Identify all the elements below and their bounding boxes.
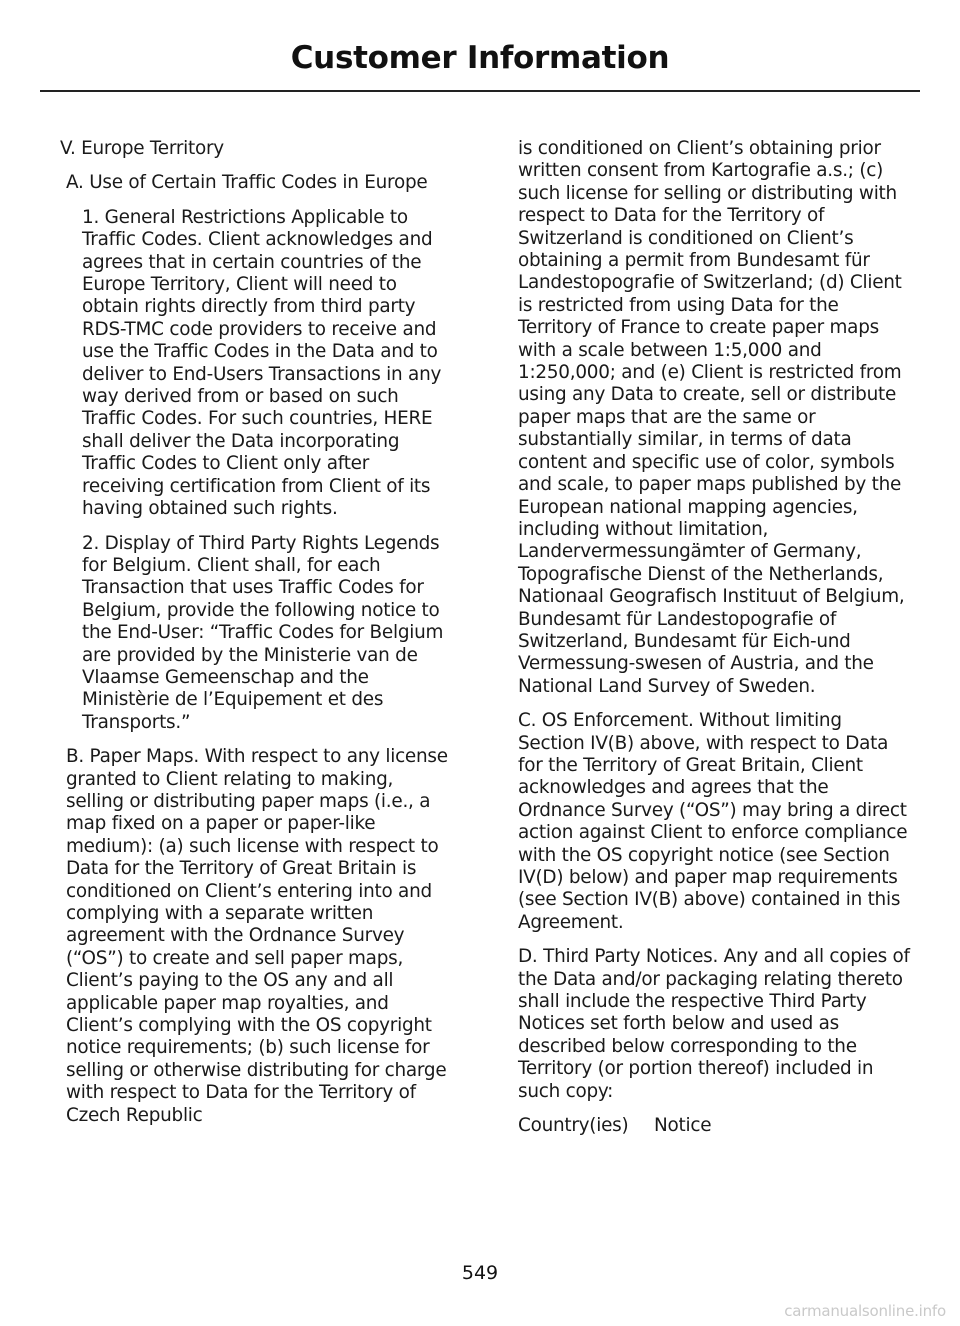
notice-table-header <box>518 1115 910 1137</box>
header-divider <box>40 90 920 92</box>
section-b-paragraph: B. Paper Maps. With respect to any license granted to Client relating to making, selling or distributing paper maps (i.e., a map fixed on a paper or paper-like medium): (a) such license with respect to Data for the Territory of Great Britain is conditioned on Client’s entering into and complying with a separate written agreement with the Ordnance Survey (“OS”) to create and sell paper maps, Client’s paying to the OS any and all applicable paper map royalties, and Client’s complying with the OS copyright notice requirements; (b) such license for selling or otherwise distributing for charge with respect to Data for the Territory of Czech Republic <box>66 746 448 1126</box>
left-column <box>42 138 454 1139</box>
item-1-paragraph: 1. General Restrictions Applicable to Traffic Codes. Client acknowledges and agrees that in certain countries of the Europe Territory, Client will need to obtain rights directly from third party RDS-TMC code providers to receive and use the Traffic Codes in the Data and to deliver to End-Users Transactions in any way derived from or based on such Traffic Codes. For such countries, HERE shall deliver the Data incorporating Traffic Codes to Client only after receiving certification from Client of its having obtained such rights. <box>82 206 442 520</box>
section-a-heading: A. Use of Certain Traffic Codes in Europe <box>66 172 428 194</box>
section-d-paragraph: D. Third Party Notices. Any and all copies of the Data and/or packaging relating thereto shall include the respective Third Party Notices set forth below and used as described below corresponding to the Territory (or portion thereof) included in such copy: <box>518 946 910 1102</box>
section-c-paragraph: C. OS Enforcement. Without limiting Section IV(B) above, with respect to Data for the Territory of Great Britain, Client acknowledges and agrees that the Ordnance Survey (“OS”) may bring a direct action against Client to enforce compliance with the OS copyright notice (see Section IV(D) below) and paper map requirements (see Section IV(B) above) contained in this Agreement. <box>518 710 908 933</box>
page-number: 549 <box>461 1262 499 1284</box>
section-v-heading: V. Europe Territory <box>60 138 224 159</box>
section-b-continued: is conditioned on Client’s obtaining prior written consent from Kartografie a.s.; (c) such license for selling or distributing with respect to Data for the Territory of Switzerland is conditioned on Client’s obtaining a permit from Bundesamt für Landestopografie of Switzerland; (d) Client is restricted from using Data for the Territory of France to create paper maps with a scale between 1:5,000 and 1:250,000; and (e) Client is restricted from using any Data to create, sell or distribute paper maps that are the same or substantially similar, in terms of data content and specific use of color, symbols and scale, to paper maps published by the European national mapping agencies, including without limitation, Landervermessungämter of Germany, Topografische Dienst of the Netherlands, Nationaal Geografisch Instituut of Belgium, Bundesamt für Landestopografie of Switzerland, Bundesamt für Eich-und Vermessung-swesen of Austria, and the National Land Survey of Sweden. <box>518 138 905 697</box>
country-column-header: Country(ies) <box>518 1115 629 1137</box>
right-column <box>518 138 910 1149</box>
watermark: carmanualsonline.info <box>784 1302 946 1320</box>
item-2-paragraph: 2. Display of Third Party Rights Legends for Belgium. Client shall, for each Transaction that uses Traffic Codes for Belgium, provide the following notice to the End-User: “Traffic Codes for Belgium are provided by the Ministerie van de Vlaamse Gemeenschap and the Ministèrie de l’Equipement et des Transports.” <box>82 532 444 733</box>
page-title: Customer Information <box>290 40 670 76</box>
notice-column-header: Notice <box>654 1115 712 1137</box>
